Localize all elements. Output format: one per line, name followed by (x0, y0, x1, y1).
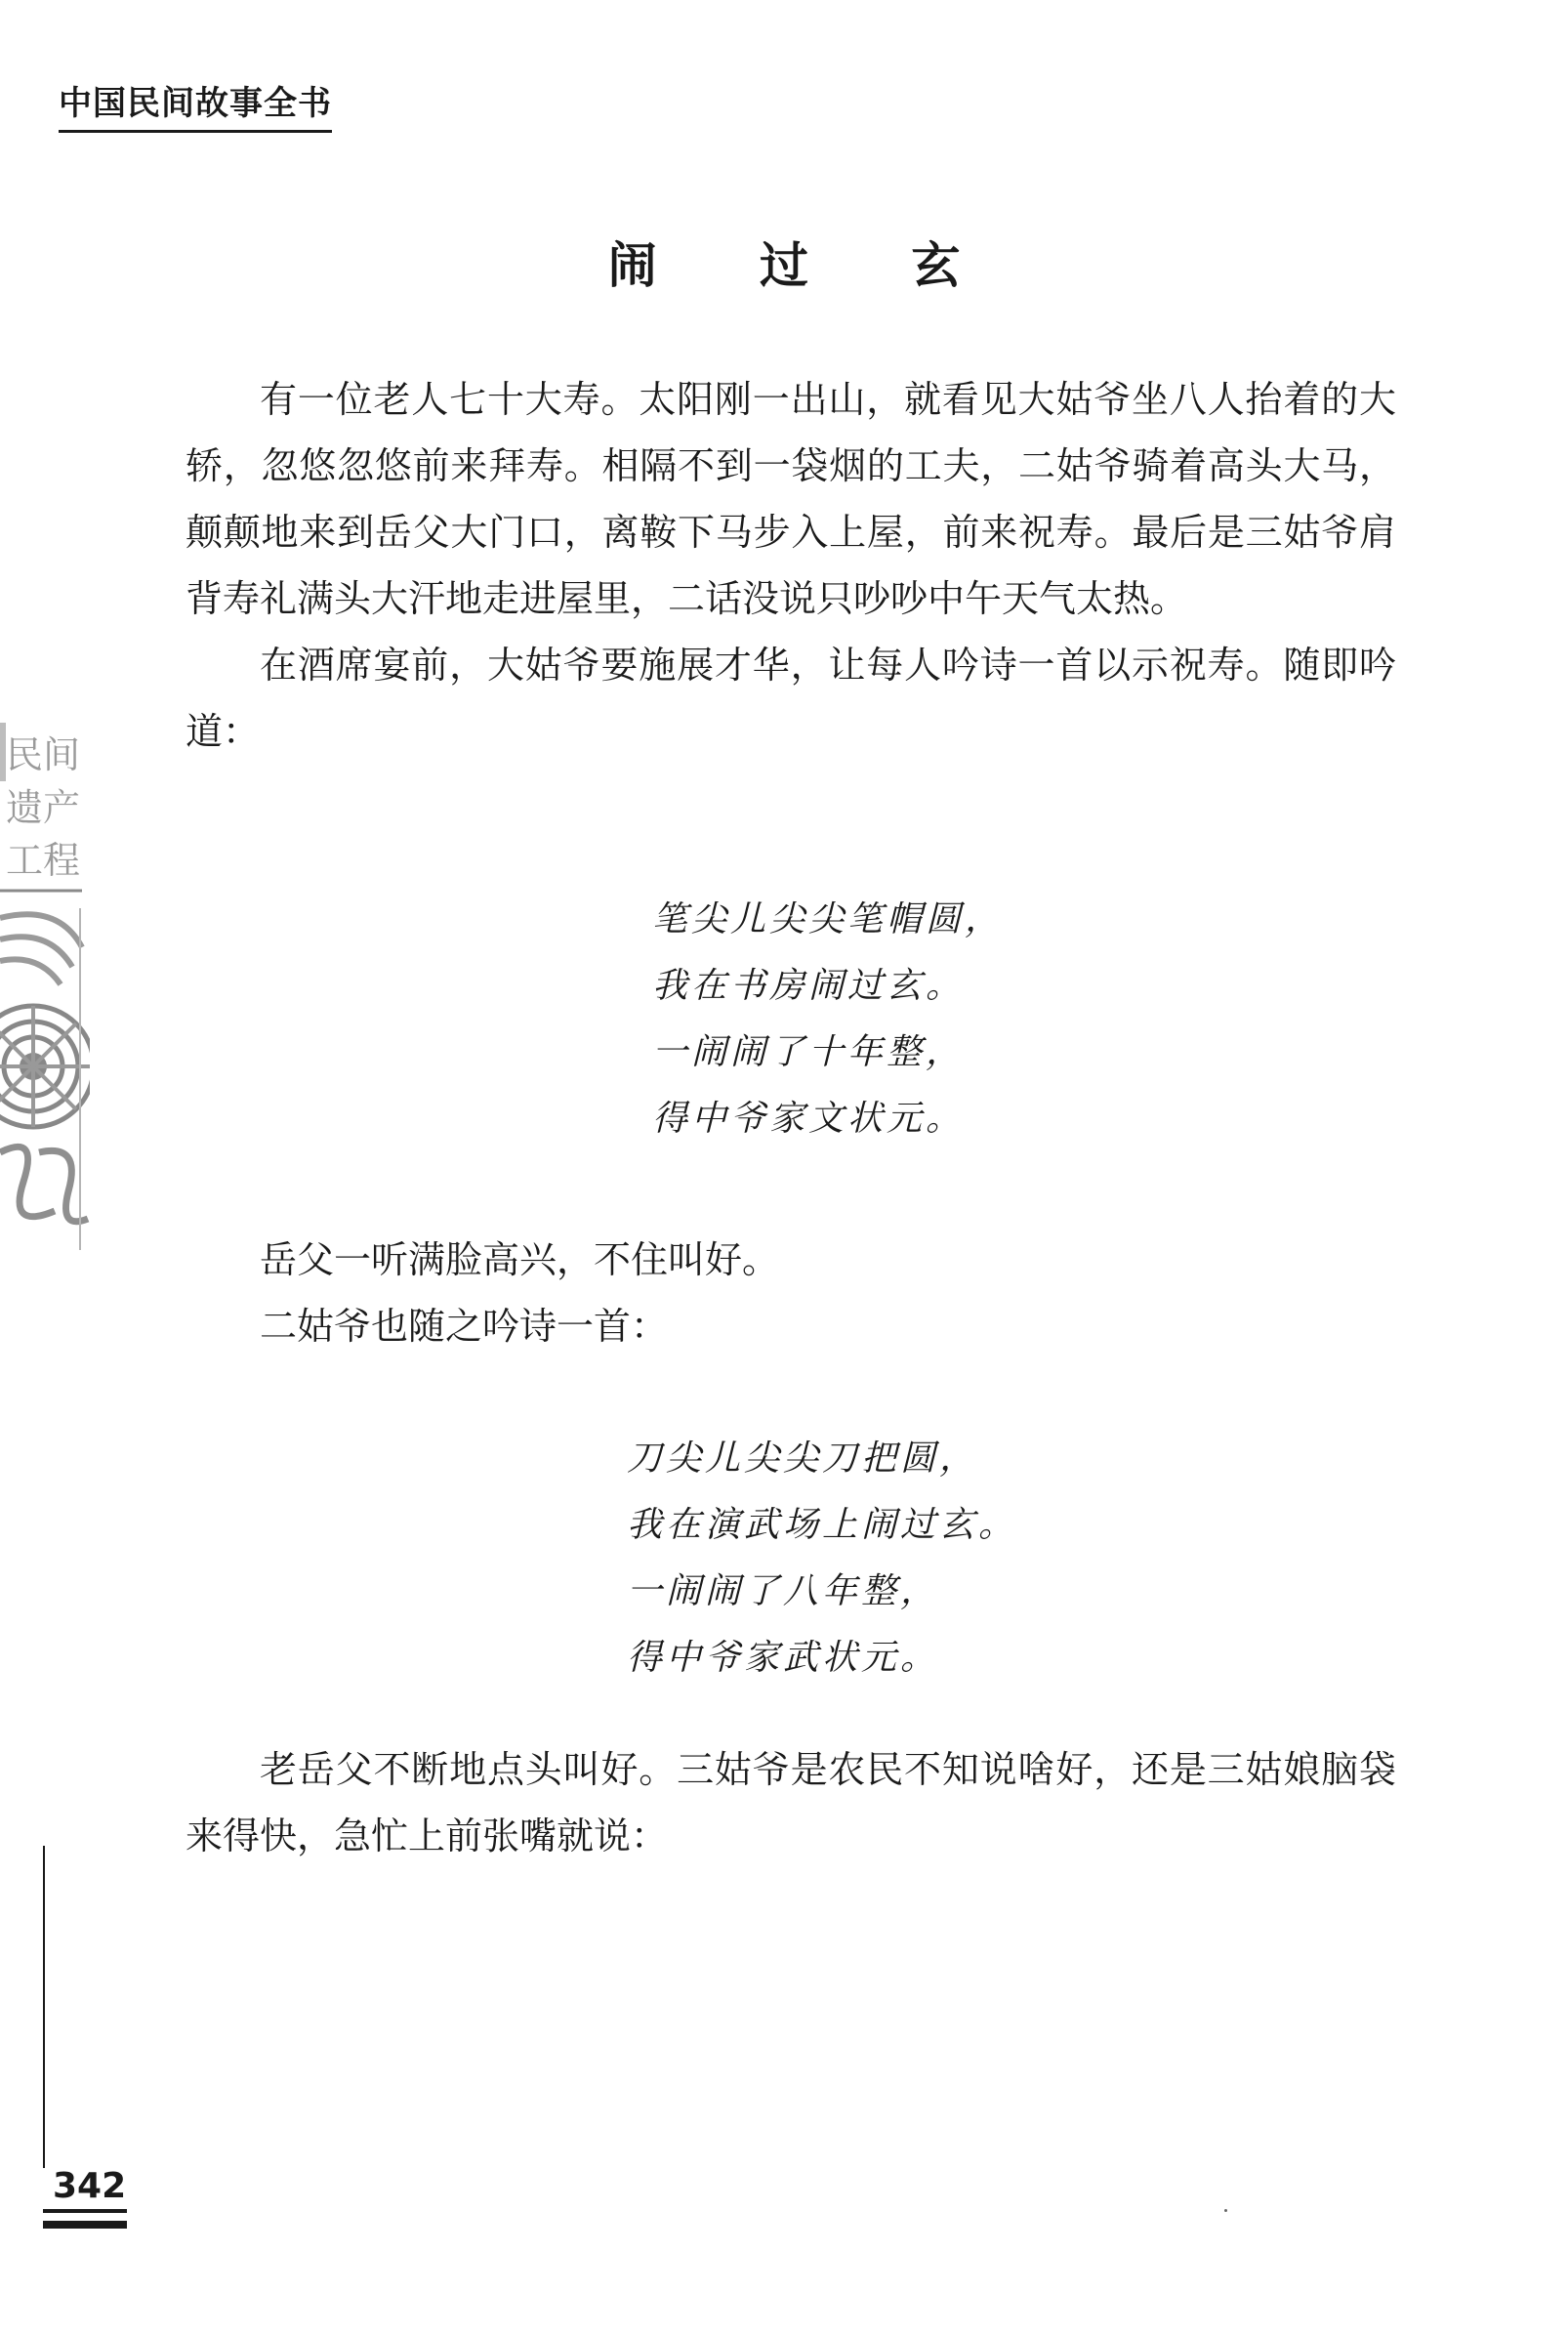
paragraph-1: 有一位老人七十大寿。太阳刚一出山，就看见大姑爷坐八人抬着的大轿，忽悠忽悠前来拜寿。相隔不到一袋烟的工夫，二姑爷骑着高头大马，颠颠地来到岳父大门口，离鞍下马步入上屋，前来祝寿。最后是三姑爷肩背寿礼满头大汗地走进屋里，二话没说只吵吵中午天气太热。 (186, 378, 1396, 620)
story-title: 闹 过 玄 (607, 237, 1004, 294)
poem-1-line: 一闹闹了十年整， (652, 1032, 966, 1072)
paragraph-5: 老岳父不断地点头叫好。三姑爷是农民不知说啥好，还是三姑娘脑袋来得快，急忙上前张嘴就说： (186, 1748, 1396, 1857)
story-intro (186, 366, 1396, 765)
page-number: 342 (53, 2166, 127, 2206)
poem-2-line: 一闹闹了八年整， (627, 1571, 940, 1611)
folk-heritage-logo-decoration (0, 723, 90, 1270)
decoration-text-line: 工程 (5, 839, 81, 882)
book-title-header: 中国民间故事全书 (59, 76, 332, 133)
poem-2 (627, 1426, 1017, 1691)
poem-2-line: 得中爷家武状元。 (627, 1638, 940, 1678)
speck-mark (1224, 2209, 1227, 2212)
poem-1-line: 得中爷家文状元。 (652, 1099, 966, 1139)
poem-1-line: 我在书房闹过玄。 (652, 966, 966, 1006)
page-number-bar (43, 2209, 127, 2213)
paragraph-4: 二姑爷也随之吟诗一首： (260, 1305, 669, 1348)
paragraph-3: 岳父一听满脸高兴，不住叫好。 (260, 1238, 780, 1281)
story-ending (186, 1736, 1396, 1869)
poem-1 (652, 887, 1004, 1152)
poem-2-line: 我在演武场上闹过玄。 (627, 1505, 1018, 1545)
poem-2-line: 刀尖儿尖尖刀把圆， (627, 1439, 979, 1479)
decoration-text-line: 民间 (5, 733, 81, 776)
page-number-bar (43, 2221, 127, 2229)
decoration-text-line: 遗产 (5, 786, 81, 829)
poem-1-line: 笔尖儿尖尖笔帽圆， (652, 899, 1005, 939)
paragraph-2: 在酒席宴前，大姑爷要施展才华，让每人吟诗一首以示祝寿。随即吟道： (186, 644, 1396, 753)
story-middle (186, 1227, 1396, 1359)
margin-rule (43, 1846, 45, 2168)
